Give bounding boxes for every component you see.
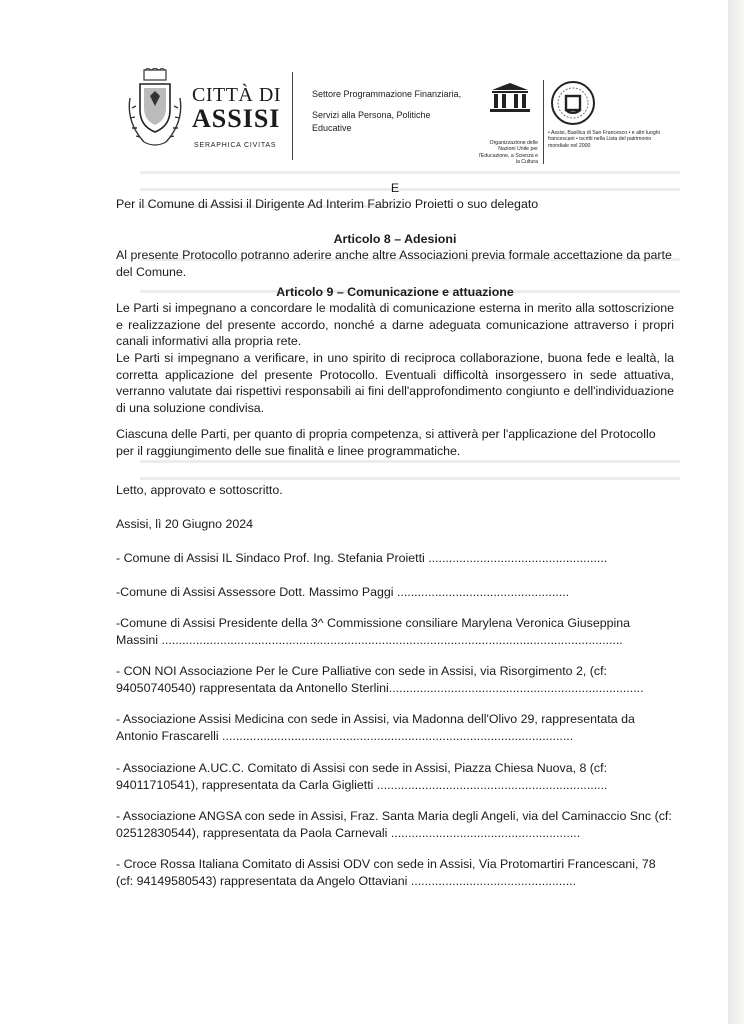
unesco-temple-icon <box>488 82 532 114</box>
header-divider-2 <box>543 80 544 164</box>
bleed-through-line <box>140 460 680 463</box>
department-line1: Settore Programmazione Finanziaria, <box>312 89 462 99</box>
article-8-title: Articolo 8 – Adesioni <box>333 232 457 246</box>
signature-line: - CON NOI Associazione Per le Cure Palliative con sede in Assisi, via Risorgimento 2, (cf: 94050740540) rappresentata da Antonello Sterlini.......................................................................... <box>116 664 644 695</box>
bleed-through-line <box>140 477 680 480</box>
article-9-paragraph-3: Ciascuna delle Parti, per quanto di propria competenza, si attiverà per l'applicazione del Protocollo per il raggiungimento delle sue finalità e linee programmatiche. <box>116 427 656 458</box>
bleed-through-line <box>140 171 680 174</box>
city-name-line2: ASSISI <box>192 104 281 133</box>
signature-line: - Croce Rossa Italiana Comitato di Assisi ODV con sede in Assisi, Via Protomartiri Francescani, 78 (cf: 94149580543) rappresentata da Angelo Ottaviani ................................................ <box>116 857 656 888</box>
place-date: Assisi, lì 20 Giugno 2024 <box>116 517 254 531</box>
article-8-text: Al presente Protocollo potranno aderire anche altre Associazioni previa formale accettazione da parte del Comune. <box>116 248 672 279</box>
conjunction-e: E <box>390 181 400 195</box>
city-crest-icon <box>124 68 186 152</box>
letterhead <box>120 64 660 164</box>
city-name <box>192 84 281 132</box>
signature-line: - Associazione A.UC.C. Comitato di Assisi con sede in Assisi, Piazza Chiesa Nuova, 8 (cf: 94011710541), rappresentata da Carla Giglietti ................................................................... <box>116 761 608 792</box>
intro-line: Per il Comune di Assisi il Dirigente Ad Interim Fabrizio Proietti o suo delegato <box>116 197 539 211</box>
page-edge <box>728 0 744 1024</box>
signature-line: -Comune di Assisi Presidente della 3^ Commissione consiliare Marylena Veronica Giuseppina Massini ...................................................................................................................................... <box>116 616 631 647</box>
unesco-caption: Organizzazione delle Nazioni Unite per l'Educazione, a Scienza e la Cultura <box>478 140 538 166</box>
approval-statement: Letto, approvato e sottoscritto. <box>116 483 283 497</box>
world-heritage-icon <box>550 80 596 126</box>
article-9-paragraph-1: Le Parti si impegnano a concordare le modalità di comunicazione esterna in merito alla sottoscrizione e realizzazione del presente accordo, nonché a darne adeguata comunicazione attraverso i propri canali informativi alla propria rete. <box>116 301 674 349</box>
signature-line: -Comune di Assisi Assessore Dott. Massimo Paggi .................................................. <box>116 585 570 599</box>
article-9-paragraph-2: Le Parti si impegnano a verificare, in uno spirito di reciproca collaborazione, buona fede e lealtà, la corretta applicazione del presente Protocollo. Eventuali difficoltà insorgessero in sede attuativa, verranno valutate dai rispettivi responsabili ai fini dell'approfondimento congiunto e dell'individuazione di una soluzione condivisa. <box>116 351 674 415</box>
article-9-title: Articolo 9 – Comunicazione e attuazione <box>276 285 514 299</box>
header-divider <box>292 72 293 160</box>
signature-line: - Associazione Assisi Medicina con sede in Assisi, via Madonna dell'Olivo 29, rappresentata da Antonio Frascarelli ...................................................................................................... <box>116 712 635 743</box>
department-line2: Servizi alla Persona, Politiche Educative <box>312 110 431 133</box>
department-name <box>312 88 472 135</box>
signature-line: - Comune di Assisi IL Sindaco Prof. Ing. Stefania Proietti .................................................... <box>116 551 608 565</box>
signature-line: - Associazione ANGSA con sede in Assisi, Fraz. Santa Maria degli Angeli, via del Caminaccio Snc (cf: 02512830544), rappresentata da Paola Carnevali ....................................................... <box>116 809 672 840</box>
world-heritage-caption: • Assisi, Basilica di San Francesco • e altri luoghi francescani • iscritti nella Lista del patrimonio mondiale nel 2000 <box>548 130 660 149</box>
city-name-line1: CITTÀ DI <box>192 84 281 106</box>
city-motto: SERAPHICA CIVITAS <box>194 142 277 149</box>
